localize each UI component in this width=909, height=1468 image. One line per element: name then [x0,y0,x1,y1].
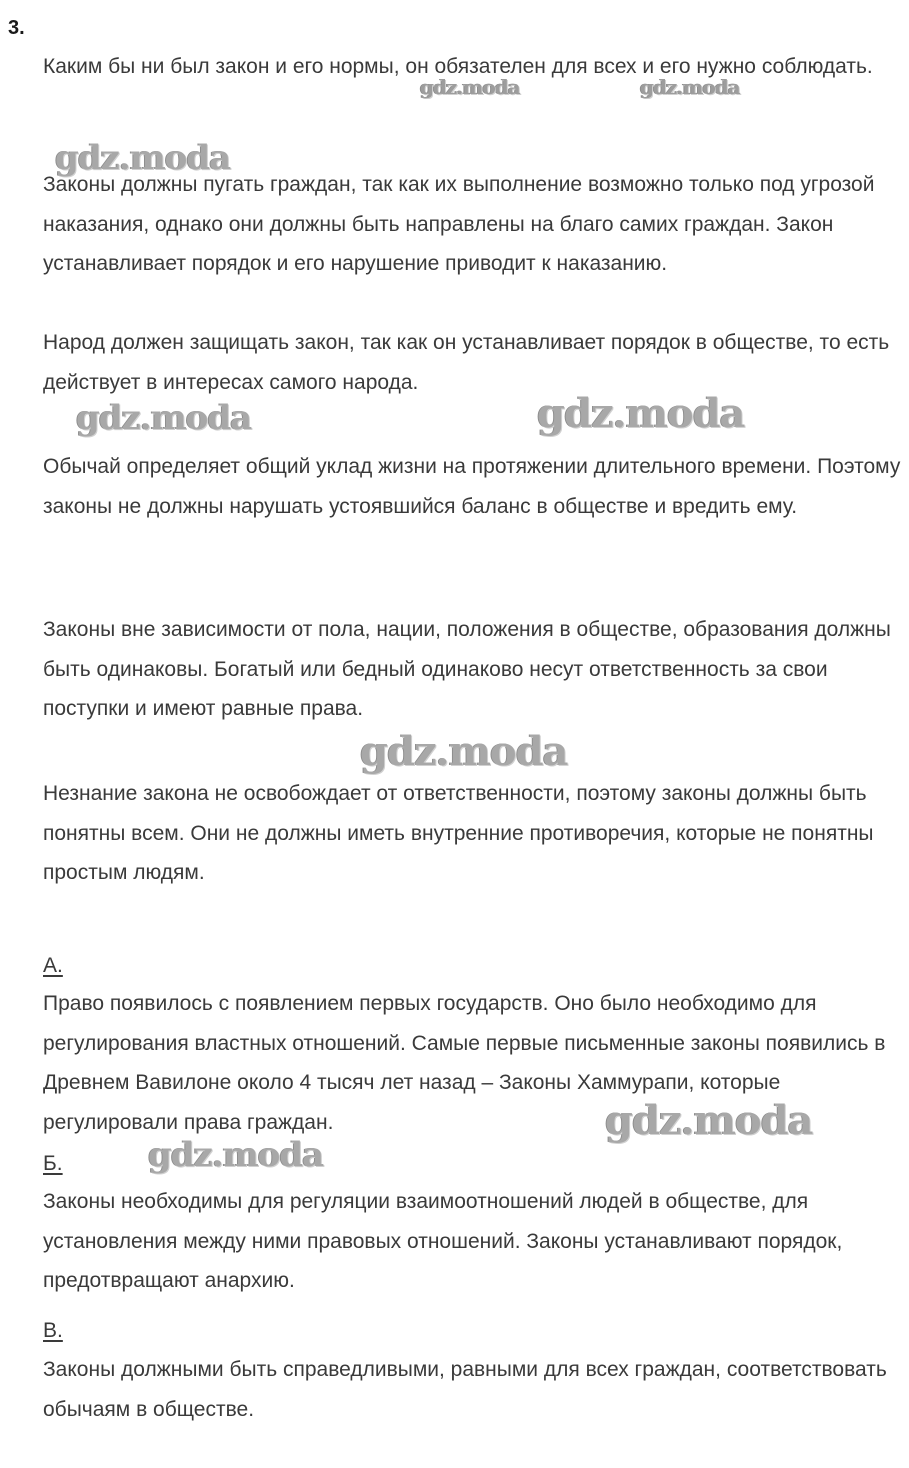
section-label-b: Б. [43,1152,63,1175]
paragraph-3: Народ должен защищать закон, так как он устанавливает порядок в обществе, то есть действует в интересах самого народа. [43,331,890,394]
watermark-logo: gdz.moda [537,390,745,437]
watermark-logo: gdz.moda [148,1135,324,1175]
watermark-logo: gdz.moda [640,75,740,99]
paragraph-5: Законы вне зависимости от пола, нации, положения в обществе, образования должны быть одинаковы. Богатый или бедный одинаково несут ответственность за свои поступки и имеют равные права. [43,618,891,720]
watermark-logo: gdz.moda [605,1097,813,1144]
section-label-c: В. [43,1319,63,1342]
task-number: 3. [8,17,25,39]
watermark-logo: gdz.moda [420,75,520,99]
paragraph-6: Незнание закона не освобождает от ответственности, поэтому законы должны быть понятны всем. Они не должны иметь внутренние противоречия, которые не понятны простым людям. [43,782,874,884]
section-label-a: А. [43,954,63,977]
watermark-logo: gdz.moda [76,398,252,438]
paragraph-4: Обычай определяет общий уклад жизни на протяжении длительного времени. Поэтому законы не должны нарушать устоявшийся баланс в обществе и вредить ему. [43,455,901,518]
paragraph-1: Каким бы ни был закон и его нормы, он обязателен для всех и его нужно соблюдать. [43,55,873,78]
watermark-logo: gdz.moda [55,138,231,178]
section-text-c: Законы должными быть справедливыми, равными для всех граждан, соответствовать обычаям в обществе. [43,1358,887,1421]
watermark-logo: gdz.moda [360,728,568,775]
section-text-b: Законы необходимы для регуляции взаимоотношений людей в обществе, для установления между ними правовых отношений. Законы устанавливают порядок, предотвращают анархию. [43,1190,843,1292]
paragraph-2: Законы должны пугать граждан, так как их выполнение возможно только под угрозой наказания, однако они должны быть направлены на благо самих граждан. Закон устанавливает порядок и его нарушение приводит к наказанию. [43,173,875,275]
section-text-a: Право появилось с появлением первых государств. Оно было необходимо для регулирования властных отношений. Самые первые письменные законы появились в Древнем Вавилоне около 4 тысяч лет назад – Законы Хаммурапи, которые регулировали права граждан. [43,992,886,1134]
